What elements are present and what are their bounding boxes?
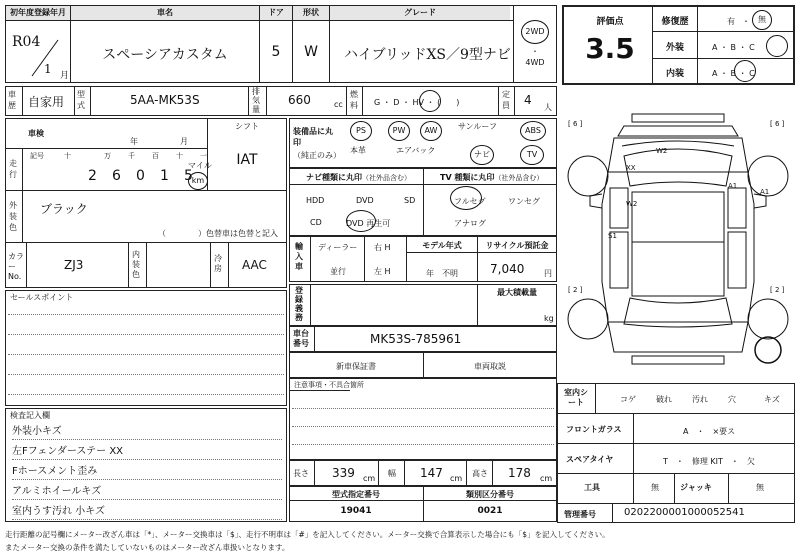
import-label: 輸入車 xyxy=(295,242,303,271)
damage-mark-a1-fender: A1 xyxy=(728,182,738,190)
height-value: 178 xyxy=(508,466,531,480)
mgmt-value: 0202200001000052541 xyxy=(624,507,745,518)
equipment-item-row1: サンルーフ xyxy=(458,122,497,131)
tire-label-rr: [ 2 ] xyxy=(770,286,785,294)
width-value: 147 xyxy=(420,466,443,480)
mileage-header-6: 一 xyxy=(200,152,207,160)
tire-rl xyxy=(568,299,608,339)
year-value: R04 xyxy=(12,34,41,50)
manual-label: 車両取説 xyxy=(474,362,506,371)
tire-rr xyxy=(748,299,788,339)
damage-mark-s1: S1 xyxy=(608,232,617,240)
tv-fullseg-circle xyxy=(450,186,482,210)
category-value: 0021 xyxy=(477,506,503,516)
tool-value: 無 xyxy=(651,483,659,492)
month-unit: 月 xyxy=(60,71,70,81)
import-right-h: 右 H xyxy=(374,243,391,252)
damage-mark-a1-side: A1 xyxy=(760,188,770,196)
registration-label: 登録義務 xyxy=(295,286,303,322)
mileage-header-3: 千 xyxy=(128,152,135,160)
shift-label: シフト xyxy=(235,122,259,131)
seat-item: 破れ xyxy=(656,395,672,404)
mileage-header-1: 十 xyxy=(64,152,71,160)
warranty-label: 新車保証書 xyxy=(336,362,376,371)
tire-fl xyxy=(568,156,608,196)
tv-type-option: ワンセグ xyxy=(508,197,540,206)
ac-label: 冷房 xyxy=(214,254,222,273)
right-table xyxy=(557,383,795,523)
grade-label: グレード xyxy=(330,6,510,20)
displacement-label: 排気量 xyxy=(252,87,260,114)
sales-point-box xyxy=(5,290,287,406)
sales-point-label: セールスポイント xyxy=(10,293,74,302)
recycle-value: 7,040 xyxy=(490,262,525,276)
seat-label: 室内シート xyxy=(564,388,588,407)
mileage-header-2: 万 xyxy=(104,152,111,160)
repair-no-circle: 無 xyxy=(752,10,772,30)
shape-value: W xyxy=(304,44,318,60)
type-designation-value: 19041 xyxy=(340,506,372,516)
exterior-c-circle xyxy=(766,35,788,57)
import-left-h: 左 H xyxy=(374,267,391,276)
height-label: 高さ xyxy=(472,469,488,478)
seat-item: キズ xyxy=(764,395,780,404)
max-load-unit: kg xyxy=(544,314,554,323)
damage-mark-xx: XX xyxy=(626,164,636,172)
equipment-item-row1: PS xyxy=(350,121,372,141)
month-value: 1 xyxy=(44,62,52,76)
ac-value: AAC xyxy=(242,258,267,272)
category-label: 類別区分番号 xyxy=(466,490,514,499)
length-unit: cm xyxy=(363,474,376,483)
import-dealer: ディーラー xyxy=(318,243,358,252)
color-note: （ ）色替車は色替と記入 xyxy=(158,229,278,238)
equipment-item-row1: ABS xyxy=(520,121,546,141)
navi-dvd-play-circle xyxy=(346,210,376,232)
equipment-item-row2: 本革 xyxy=(350,146,366,155)
interior-color-label: 内装色 xyxy=(132,250,140,279)
navi-type-option: SD xyxy=(404,196,416,205)
glass-label: フロントガラス xyxy=(566,425,622,434)
inspector-note: Fホースメント歪み xyxy=(12,462,282,480)
jack-label: ジャッキ xyxy=(680,483,712,492)
score-label: 評価点 xyxy=(596,17,624,27)
first-reg-label: 初年度登録年月 xyxy=(6,6,70,20)
type-designation-label: 型式指定番号 xyxy=(332,490,380,499)
grade-value: ハイブリッドXS／9型ナビ xyxy=(344,47,511,63)
type-value: 5AA-MK53S xyxy=(130,93,200,107)
mileage-digit-3: 1 xyxy=(160,168,169,184)
car-name: スペーシアカスタム xyxy=(102,47,228,63)
shape-label: 形状 xyxy=(293,6,329,20)
spare-label: スペアタイヤ xyxy=(566,455,614,464)
footer-line1: 走行距離の記号欄にメーター改ざん車は「*」、メーター交換車は「$」、走行不明車は「#」を記入してください。メーター交換で合算表示した場合にも「$」を記入してください。 xyxy=(5,530,610,539)
door-value: 5 xyxy=(271,44,281,60)
shaken-label: 車検 xyxy=(28,129,44,138)
interior-b-circle xyxy=(734,60,756,82)
mileage-digit-1: 6 xyxy=(112,168,121,184)
car-name-label: 車名 xyxy=(71,6,259,20)
navi-type-option: DVD xyxy=(356,196,374,205)
mileage-km-circle: km xyxy=(188,172,208,190)
caution-label: 注意事項・不具合箇所 xyxy=(294,381,364,389)
drive-4wd: 4WD xyxy=(525,58,545,67)
displacement-unit: cc xyxy=(334,100,343,109)
spare-value: T ・ 修理 KIT ・ 欠 xyxy=(663,457,755,466)
import-parallel: 並行 xyxy=(330,267,346,276)
drive-dot: ・ xyxy=(531,47,539,56)
tv-type-label: TV 種類に丸印（社外品含む） xyxy=(440,173,544,182)
inspector-note: 外装小キズ xyxy=(12,422,282,440)
navi-type-option: DVD 再生可 xyxy=(346,219,391,228)
inspector-note: アルミホイールキズ xyxy=(12,482,282,500)
mileage-header-5: 十 xyxy=(176,152,183,160)
inspector-label: 検査記入欄 xyxy=(10,411,50,420)
fuel-label: 燃料 xyxy=(350,90,358,110)
equipment-sub-label: （純正のみ） xyxy=(293,151,341,160)
mileage-digit-0: 2 xyxy=(88,168,97,184)
chassis-label: 車台番号 xyxy=(293,329,309,348)
equipment-item-row2: TV xyxy=(520,145,544,165)
jack-value: 無 xyxy=(756,483,764,492)
mileage-header-4: 百 xyxy=(152,152,159,160)
drive-2wd-circle: 2WD xyxy=(521,20,549,44)
seat-item: コゲ xyxy=(620,395,636,404)
score-value: 3.5 xyxy=(585,32,635,65)
width-unit: cm xyxy=(450,474,463,483)
door-label: ドア xyxy=(260,6,292,20)
tv-type-option: フルセグ xyxy=(454,197,486,206)
interior-scale: A ・ B ・ C xyxy=(712,69,755,78)
length-value: 339 xyxy=(332,466,355,480)
fuel-hv-circle xyxy=(419,90,441,112)
navi-type-option: CD xyxy=(310,218,322,227)
inspector-note: 室内うす汚れ 小キズ xyxy=(12,502,282,520)
mileage-unit-mile: マイル xyxy=(188,161,212,170)
exterior-label: 外装 xyxy=(665,43,684,53)
tv-type-option: アナログ xyxy=(454,219,486,228)
capacity-label: 定員 xyxy=(502,90,510,110)
color-label: 外装色 xyxy=(9,201,17,232)
navi-type-option: HDD xyxy=(306,196,325,205)
tire-label-fl: [ 6 ] xyxy=(568,120,583,128)
height-unit: cm xyxy=(540,474,553,483)
navi-type-label: ナビ種類に丸印（社外品含む） xyxy=(306,173,411,182)
inspector-note: 左Fフェンダーステー XX xyxy=(12,442,282,460)
mileage-digit-4: 5 xyxy=(184,168,193,184)
mileage-label: 走行 xyxy=(9,159,17,179)
model-year-value: 年 不明 xyxy=(426,269,458,278)
equipment-item-row2: エアバック xyxy=(396,146,436,155)
repair-yes: 有 xyxy=(727,17,735,26)
mgmt-label: 管理番号 xyxy=(564,510,596,519)
shift-value: IAT xyxy=(236,152,258,168)
capacity-value: 4 xyxy=(524,93,532,107)
equipment-label: 装備品に丸印 xyxy=(293,127,333,147)
recycle-label: リサイクル預託金 xyxy=(485,241,549,250)
tire-label-fr: [ 6 ] xyxy=(770,120,785,128)
tire-label-rl: [ 2 ] xyxy=(568,286,583,294)
capacity-unit: 人 xyxy=(544,103,552,112)
equipment-item-row1: AW xyxy=(420,121,442,141)
damage-mark-w2-mid: W2 xyxy=(626,200,638,208)
spare-tire xyxy=(755,337,781,363)
use-label: 車歴 xyxy=(8,90,16,110)
row2 xyxy=(5,86,557,116)
fuel-options: G ・ D ・ HV ・ ( ) xyxy=(374,98,460,107)
seat-item: 汚れ xyxy=(692,395,708,404)
damage-mark-w2-front: W2 xyxy=(656,147,668,155)
chassis-value: MK53S-785961 xyxy=(370,332,462,346)
length-label: 長さ xyxy=(293,469,309,478)
repair-label: 修復歴 xyxy=(661,17,689,27)
glass-value: A ・ ×要ス xyxy=(683,427,736,436)
car-diagram xyxy=(562,112,795,380)
width-label: 幅 xyxy=(388,469,396,478)
shaken-year: 年 xyxy=(130,137,138,146)
equipment-item-row2: ナビ xyxy=(470,145,494,165)
seat-item: 穴 xyxy=(728,395,736,404)
model-year-label: モデル年式 xyxy=(422,241,462,250)
use-value: 自家用 xyxy=(28,95,65,109)
exterior-scale: A ・ B ・ C xyxy=(712,43,755,52)
interior-label: 内装 xyxy=(665,69,684,79)
equipment-item-row1: PW xyxy=(388,121,410,141)
mileage-header-symbol: 記号 xyxy=(30,152,44,160)
shaken-month: 月 xyxy=(180,137,188,146)
repair-dot: ・ xyxy=(742,17,750,26)
max-load-label: 最大積載量 xyxy=(497,288,537,297)
displacement-value: 660 xyxy=(288,93,311,107)
recycle-unit: 円 xyxy=(544,269,552,278)
type-label: 型式 xyxy=(77,90,85,110)
mileage-digit-2: 0 xyxy=(136,168,145,184)
tool-label: 工具 xyxy=(584,483,600,492)
color-value: ブラック xyxy=(40,202,88,216)
color-code-label: カラーNo. xyxy=(8,252,24,281)
color-code: ZJ3 xyxy=(64,258,84,272)
footer-line2: またメーター交換の条件を満たしていないものはメーター改ざん車扱いとなります。 xyxy=(5,543,290,552)
